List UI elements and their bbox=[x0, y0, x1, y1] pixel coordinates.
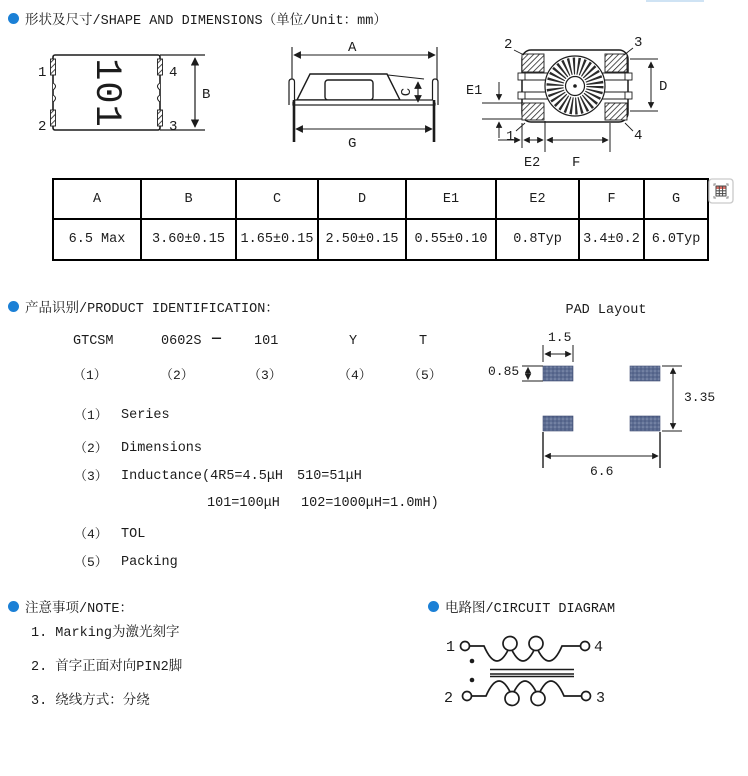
pin1-label: 1 bbox=[38, 65, 47, 81]
bullet-icon bbox=[8, 601, 19, 612]
marking-text: 101 bbox=[85, 58, 127, 128]
dim-value-cell: 3.60±0.15 bbox=[141, 219, 236, 260]
header-rule-fragment bbox=[646, 0, 704, 2]
circuit-diagram bbox=[432, 630, 622, 725]
legend-1-idx: （1） bbox=[74, 408, 108, 423]
polarity-dots bbox=[470, 659, 475, 683]
legend-5-text: Packing bbox=[121, 555, 178, 570]
pin2-label: 2 bbox=[504, 37, 513, 53]
dim-g bbox=[294, 100, 434, 142]
dim-pad-height-label: 0.85 bbox=[488, 364, 520, 379]
dim-e2-f bbox=[498, 121, 610, 152]
dim-header-cell: C bbox=[236, 179, 318, 219]
primary-winding bbox=[470, 637, 581, 662]
code-packing: T bbox=[419, 334, 428, 349]
legend-3-idx: （3） bbox=[74, 469, 108, 484]
side-view-diagram bbox=[276, 38, 451, 163]
code-index-4: （4） bbox=[338, 368, 372, 383]
dim-vertical-span bbox=[662, 366, 682, 431]
terminal-circles bbox=[461, 642, 591, 701]
dim-vertical-span-label: 3.35 bbox=[684, 390, 716, 405]
code-index-5: （5） bbox=[408, 368, 442, 383]
dim-g-label: G bbox=[348, 136, 357, 152]
pad-layout-title: PAD Layout bbox=[565, 303, 647, 318]
code-index-2: （2） bbox=[160, 368, 194, 383]
section-title-identification bbox=[8, 296, 279, 317]
section-title-circuit-text: 电路图/CIRCUIT DIAGRAM bbox=[445, 602, 616, 617]
terminal-2-label: 2 bbox=[444, 690, 454, 707]
legend-1-text: Series bbox=[121, 408, 170, 423]
legend-3-text2: 510=51μH bbox=[297, 469, 362, 484]
dim-header-cell: G bbox=[644, 179, 708, 219]
legend-3-line2b: 102=1000μH=1.0mH) bbox=[301, 496, 439, 511]
pin4-label: 4 bbox=[634, 128, 643, 144]
dimension-table bbox=[52, 178, 709, 261]
legend-2-text: Dimensions bbox=[121, 441, 203, 456]
code-dimensions: 0602S bbox=[161, 334, 202, 349]
bullet-icon bbox=[8, 13, 19, 24]
component-body-side bbox=[289, 74, 438, 105]
bullet-icon bbox=[428, 601, 439, 612]
note-item-1: 1. Marking为激光刻字 bbox=[31, 626, 180, 641]
terminal-1-label: 1 bbox=[446, 639, 456, 656]
dim-pad-width bbox=[543, 345, 573, 362]
core-lines bbox=[490, 670, 574, 677]
note-item-3: 3. 绕线方式：分绕 bbox=[31, 694, 150, 709]
terminal-4-label: 4 bbox=[594, 639, 604, 656]
code-index-3: （3） bbox=[248, 368, 282, 383]
table-handle-icon[interactable] bbox=[708, 178, 734, 204]
dimension-table-value-row bbox=[53, 219, 708, 260]
dim-value-cell: 6.0Typ bbox=[644, 219, 708, 260]
legend-4-idx: （4） bbox=[74, 527, 108, 542]
legend-5-idx: （5） bbox=[74, 555, 108, 570]
dimension-table-header-row bbox=[53, 179, 708, 219]
dim-value-cell: 2.50±0.15 bbox=[318, 219, 406, 260]
pin1-label: 1 bbox=[506, 129, 515, 145]
dim-header-cell: D bbox=[318, 179, 406, 219]
pin3-label: 3 bbox=[634, 35, 643, 51]
note-item-2: 2. 首字正面对向PIN2脚 bbox=[31, 660, 183, 675]
dim-pad-width-label: 1.5 bbox=[548, 330, 572, 345]
pin4-label: 4 bbox=[169, 65, 178, 81]
dim-b bbox=[160, 55, 205, 130]
section-title-identification-text: 产品识别/PRODUCT IDENTIFICATION： bbox=[25, 302, 279, 317]
legend-2-idx: （2） bbox=[74, 441, 108, 456]
code-dash: — bbox=[212, 330, 222, 347]
dim-d bbox=[630, 59, 658, 111]
dim-d-label: D bbox=[659, 79, 668, 95]
dim-value-cell: 0.55±0.10 bbox=[406, 219, 496, 260]
pin3-label: 3 bbox=[169, 119, 178, 135]
dim-horizontal-span bbox=[543, 432, 660, 468]
code-inductance: 101 bbox=[254, 334, 279, 349]
dim-horizontal-span-label: 6.6 bbox=[590, 464, 614, 479]
terminal-3-label: 3 bbox=[596, 690, 606, 707]
dim-pad-height bbox=[522, 366, 543, 381]
code-series: GTCSM bbox=[73, 334, 114, 349]
section-title-shape bbox=[8, 8, 387, 29]
code-tol: Y bbox=[349, 334, 358, 349]
dim-value-cell: 3.4±0.2 bbox=[579, 219, 644, 260]
legend-4-text: TOL bbox=[121, 527, 146, 542]
top-view-diagram bbox=[28, 45, 238, 157]
section-title-shape-text: 形状及尺寸/SHAPE AND DIMENSIONS（单位/Unit：mm） bbox=[25, 14, 387, 29]
dim-value-cell: 0.8Typ bbox=[496, 219, 579, 260]
dim-header-cell: F bbox=[579, 179, 644, 219]
pin2-label: 2 bbox=[38, 119, 47, 135]
legend-3-text: Inductance(4R5=4.5μH bbox=[121, 469, 284, 484]
bullet-icon bbox=[8, 301, 19, 312]
toroid-coil bbox=[545, 56, 605, 116]
section-title-circuit bbox=[428, 596, 615, 617]
dim-f-label: F bbox=[572, 155, 581, 171]
bottom-view-diagram bbox=[452, 28, 748, 173]
section-title-note bbox=[8, 596, 133, 617]
dim-header-cell: A bbox=[53, 179, 141, 219]
dim-b-label: B bbox=[202, 87, 211, 103]
pad-layout-diagram bbox=[486, 298, 726, 493]
dim-header-cell: E1 bbox=[406, 179, 496, 219]
section-title-note-text: 注意事项/NOTE： bbox=[25, 602, 134, 617]
dim-e2-label: E2 bbox=[524, 156, 541, 171]
dim-value-cell: 1.65±0.15 bbox=[236, 219, 318, 260]
dim-header-cell: E2 bbox=[496, 179, 579, 219]
code-index-1: （1） bbox=[73, 368, 107, 383]
dim-e1 bbox=[482, 82, 522, 138]
dim-e1-label: E1 bbox=[466, 84, 483, 99]
dim-header-cell: B bbox=[141, 179, 236, 219]
dim-value-cell: 6.5 Max bbox=[53, 219, 141, 260]
dim-c-label: C bbox=[399, 87, 415, 97]
dim-a-label: A bbox=[348, 40, 357, 56]
pads bbox=[543, 366, 660, 431]
secondary-winding bbox=[472, 681, 582, 706]
legend-3-line2a: 101=100μH bbox=[207, 496, 280, 511]
